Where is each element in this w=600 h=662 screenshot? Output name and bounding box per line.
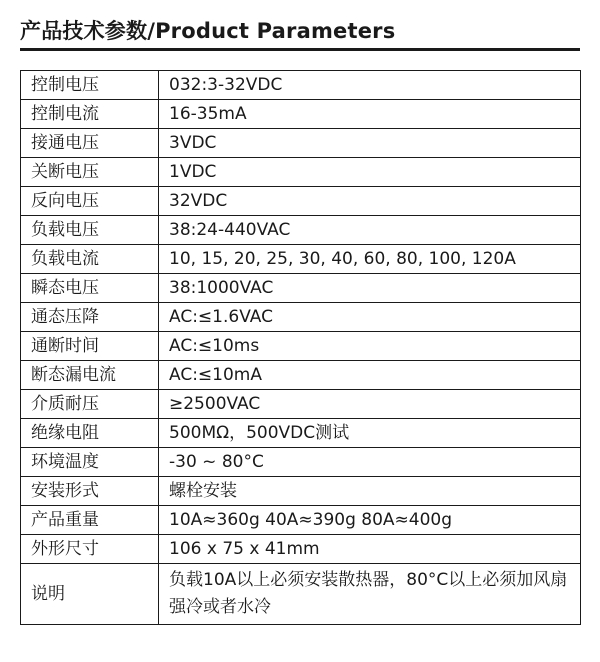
table-row [21, 245, 581, 274]
table-row [21, 448, 581, 477]
table-row [21, 332, 581, 361]
param-label: 控制电流 [21, 100, 159, 129]
param-value: 10A≈360g 40A≈390g 80A≈400g [159, 506, 581, 535]
param-label: 产品重量 [21, 506, 159, 535]
param-value: 16-35mA [159, 100, 581, 129]
table-row [21, 187, 581, 216]
table-row [21, 506, 581, 535]
param-label: 说明 [21, 564, 159, 625]
page-title: 产品技术参数/Product Parameters [20, 19, 396, 43]
param-label: 通断时间 [21, 332, 159, 361]
param-label: 接通电压 [21, 129, 159, 158]
param-value: 106 x 75 x 41mm [159, 535, 581, 564]
param-value: 500MΩ，500VDC测试 [159, 419, 581, 448]
param-label: 关断电压 [21, 158, 159, 187]
param-label: 介质耐压 [21, 390, 159, 419]
param-label: 控制电压 [21, 71, 159, 100]
table-row [21, 477, 581, 506]
table-row [21, 216, 581, 245]
table-row [21, 361, 581, 390]
table-row [21, 303, 581, 332]
param-value: 38:1000VAC [159, 274, 581, 303]
param-label: 负载电流 [21, 245, 159, 274]
param-value: -30 ~ 80°C [159, 448, 581, 477]
param-value: 32VDC [159, 187, 581, 216]
table-row [21, 390, 581, 419]
table-row [21, 274, 581, 303]
title-underline [20, 48, 580, 51]
parameters-table [20, 70, 581, 625]
param-value: 10, 15, 20, 25, 30, 40, 60, 80, 100, 120A [159, 245, 581, 274]
param-value: 38:24-440VAC [159, 216, 581, 245]
table-row [21, 158, 581, 187]
param-value: 螺栓安装 [159, 477, 581, 506]
param-label: 外形尺寸 [21, 535, 159, 564]
param-value: AC:≤1.6VAC [159, 303, 581, 332]
param-value: 负载10A以上必须安装散热器，80°C以上必须加风扇强冷或者水冷 [159, 564, 581, 625]
table-row [21, 129, 581, 158]
param-label: 通态压降 [21, 303, 159, 332]
param-value: 032:3-32VDC [159, 71, 581, 100]
param-value: AC:≤10mA [159, 361, 581, 390]
param-value: AC:≤10ms [159, 332, 581, 361]
param-value: 1VDC [159, 158, 581, 187]
param-label: 负载电压 [21, 216, 159, 245]
param-value: ≥2500VAC [159, 390, 581, 419]
table-row [21, 535, 581, 564]
param-label: 断态漏电流 [21, 361, 159, 390]
table-row [21, 100, 581, 129]
param-label: 环境温度 [21, 448, 159, 477]
param-label: 反向电压 [21, 187, 159, 216]
param-label: 瞬态电压 [21, 274, 159, 303]
param-label: 安装形式 [21, 477, 159, 506]
table-row [21, 71, 581, 100]
table-row [21, 419, 581, 448]
param-value: 3VDC [159, 129, 581, 158]
param-label: 绝缘电阻 [21, 419, 159, 448]
table-row [21, 564, 581, 625]
